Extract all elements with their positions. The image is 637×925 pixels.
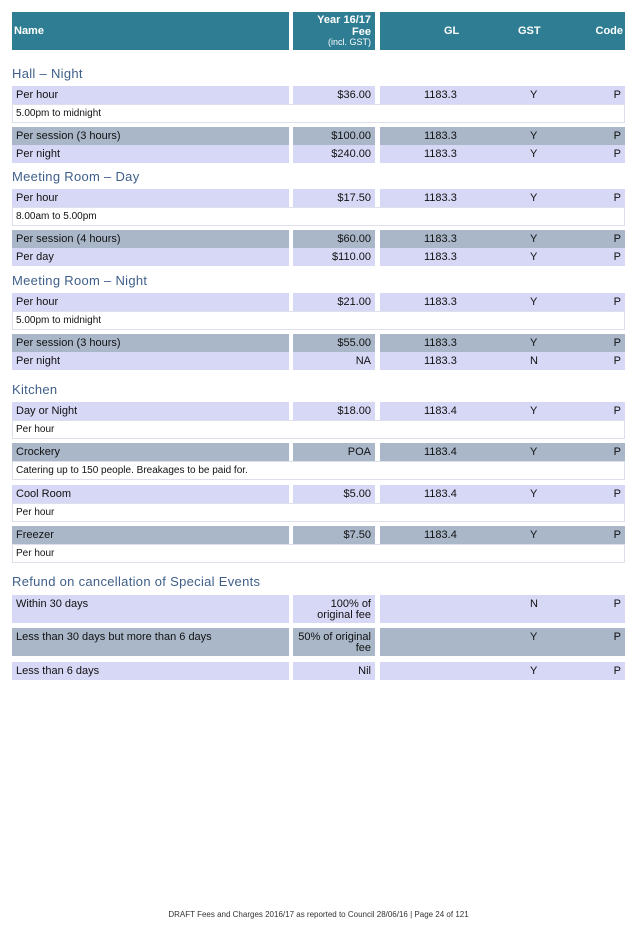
section-title: Meeting Room – Day (12, 169, 140, 184)
row-fee: $18.00 (337, 405, 371, 417)
table-row (12, 628, 625, 656)
row-name: Day or Night (16, 405, 78, 417)
row-gl: 1183.3 (424, 192, 457, 204)
row-gst: Y (530, 251, 538, 263)
table-row (12, 86, 625, 104)
row-fee: $100.00 (331, 130, 371, 142)
section-title: Hall – Night (12, 66, 83, 81)
row-name: Per hour (16, 296, 59, 308)
row-note-text: 5.00pm to midnight (16, 315, 102, 326)
row-fee: Nil (358, 665, 371, 677)
row-note (12, 207, 625, 226)
row-name: Per night (16, 148, 61, 160)
row-note (12, 104, 625, 123)
row-name: Per night (16, 355, 61, 367)
row-gst: Y (530, 631, 538, 643)
row-gl: 1183.3 (424, 148, 457, 160)
row-gst: Y (530, 148, 538, 160)
row-note (12, 311, 625, 330)
table-row (12, 293, 625, 311)
row-code: P (613, 89, 621, 101)
row-name: Per hour (16, 192, 59, 204)
table-row (12, 334, 625, 352)
table-row (12, 248, 625, 266)
row-gst: Y (530, 296, 538, 308)
row-gl: 1183.3 (424, 130, 457, 142)
row-gst: N (530, 355, 538, 367)
table-row (12, 127, 625, 145)
row-name: Per session (4 hours) (16, 233, 121, 245)
row-gl: 1183.4 (424, 405, 457, 417)
header-code: Code (595, 25, 623, 37)
header-rest-cell (380, 12, 625, 50)
row-fee: POA (347, 446, 371, 458)
row-name: Per day (16, 251, 54, 263)
row-gst: Y (530, 529, 538, 541)
row-gl: 1183.3 (424, 233, 457, 245)
row-name: Crockery (16, 446, 61, 458)
row-fee-line1: 50% of original (298, 631, 371, 643)
row-note-text: 8.00am to 5.00pm (16, 211, 97, 222)
row-gl: 1183.4 (424, 529, 457, 541)
row-fee: $240.00 (331, 148, 371, 160)
row-code: P (613, 598, 621, 610)
table-row (12, 352, 625, 370)
header-fee-cell (293, 12, 375, 50)
row-gst: Y (530, 665, 538, 677)
row-note-text: Catering up to 150 people. Breakages to be paid for. (16, 465, 248, 476)
row-code: P (613, 355, 621, 367)
row-name: Cool Room (16, 488, 72, 500)
row-fee: $55.00 (337, 337, 371, 349)
table-row (12, 443, 625, 461)
row-note-text: Per hour (16, 507, 55, 518)
row-code: P (613, 446, 621, 458)
row-code: P (613, 665, 621, 677)
row-note (12, 420, 625, 439)
row-code: P (613, 192, 621, 204)
table-row (12, 662, 625, 680)
row-gl: 1183.3 (424, 296, 457, 308)
row-gst: Y (530, 405, 538, 417)
row-code: P (613, 488, 621, 500)
row-fee: $60.00 (337, 233, 371, 245)
header-gl: GL (444, 25, 460, 37)
row-name: Less than 30 days but more than 6 days (16, 631, 212, 643)
row-code: P (613, 296, 621, 308)
row-code: P (613, 529, 621, 541)
row-gl: 1183.4 (424, 446, 457, 458)
row-name: Per hour (16, 89, 59, 101)
row-note-text: 5.00pm to midnight (16, 108, 102, 119)
header-name: Name (14, 25, 44, 37)
row-name: Per session (3 hours) (16, 337, 121, 349)
header-fee-line3: (incl. GST) (327, 37, 371, 47)
table-row (12, 145, 625, 163)
row-code: P (613, 233, 621, 245)
row-gst: Y (530, 446, 538, 458)
row-gst: N (530, 598, 538, 610)
row-note (12, 503, 625, 522)
row-gst: Y (530, 337, 538, 349)
row-gl: 1183.3 (424, 355, 457, 367)
row-fee: $5.00 (343, 488, 371, 500)
row-fee: $36.00 (337, 89, 371, 101)
row-code: P (613, 148, 621, 160)
row-name: Within 30 days (16, 598, 89, 610)
row-note (12, 544, 625, 563)
row-name: Freezer (16, 529, 54, 541)
row-code: P (613, 251, 621, 263)
table-row (12, 189, 625, 207)
row-name: Less than 6 days (16, 665, 100, 677)
row-gst: Y (530, 192, 538, 204)
row-note (12, 461, 625, 480)
row-fee: $17.50 (337, 192, 371, 204)
row-name: Per session (3 hours) (16, 130, 121, 142)
row-fee-line1: 100% of (330, 598, 371, 610)
header-fee-line2: Fee (352, 26, 371, 38)
row-code: P (613, 631, 621, 643)
section-title: Refund on cancellation of Special Events (12, 574, 261, 589)
table-row (12, 595, 625, 623)
header-gst: GST (518, 25, 541, 37)
table-row (12, 526, 625, 544)
row-gst: Y (530, 130, 538, 142)
row-note-text: Per hour (16, 424, 55, 435)
row-fee-line2: fee (355, 642, 371, 654)
row-fee-line2: original fee (317, 609, 371, 621)
section-title: Kitchen (12, 382, 58, 397)
row-gl: 1183.3 (424, 89, 457, 101)
row-gl: 1183.3 (424, 251, 457, 263)
page-footer: DRAFT Fees and Charges 2016/17 as reported to Council 28/06/16 | Page 24 of 121 (168, 910, 469, 919)
header-fee-line1: Year 16/17 (317, 14, 371, 26)
section-title: Meeting Room – Night (12, 273, 148, 288)
table-row (12, 485, 625, 503)
row-code: P (613, 337, 621, 349)
row-gl: 1183.4 (424, 488, 457, 500)
row-gst: Y (530, 89, 538, 101)
row-fee: $21.00 (337, 296, 371, 308)
header-name-cell (12, 12, 289, 50)
table-row (12, 402, 625, 420)
row-gst: Y (530, 488, 538, 500)
row-note-text: Per hour (16, 548, 55, 559)
row-fee: NA (355, 355, 371, 367)
row-fee: $110.00 (332, 251, 371, 263)
row-gst: Y (530, 233, 538, 245)
row-code: P (613, 405, 621, 417)
table-row (12, 230, 625, 248)
row-code: P (613, 130, 621, 142)
row-gl: 1183.3 (424, 337, 457, 349)
row-fee: $7.50 (343, 529, 371, 541)
